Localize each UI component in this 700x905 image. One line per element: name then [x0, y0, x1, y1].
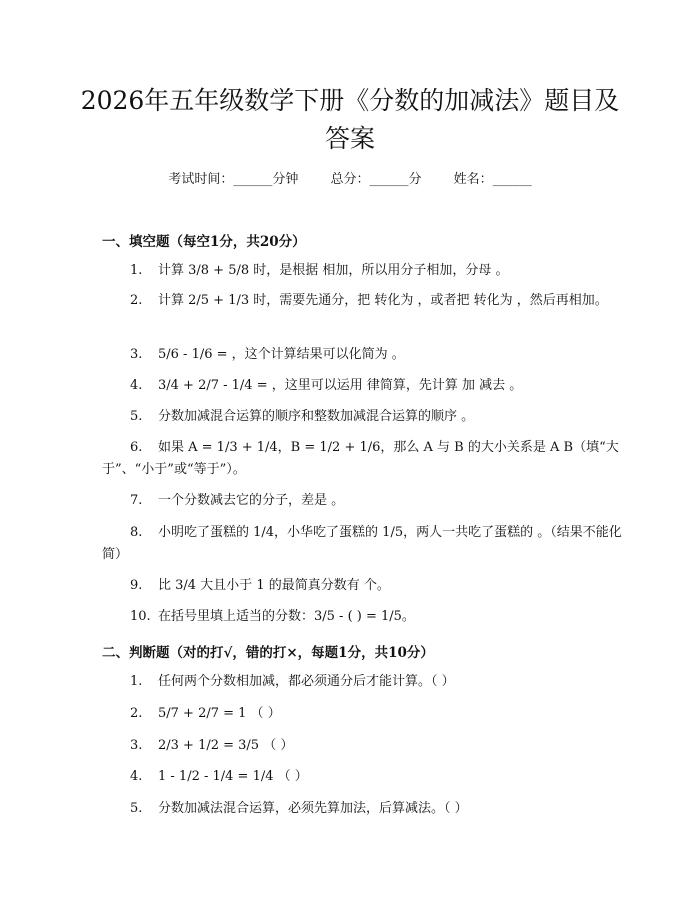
question-item: [102, 798, 602, 820]
question-number: 7.: [130, 493, 143, 508]
question-number: 1.: [130, 263, 143, 278]
question-text: 计算 2/5 + 1/3 时，需要先通分，把 转化为 ，或者把 转化为 ，然后再相加。: [158, 293, 608, 308]
question-item: [102, 490, 602, 512]
question-number: 2.: [130, 293, 143, 308]
exam-name: 姓名：______: [453, 172, 532, 187]
question-number: 5.: [130, 801, 143, 816]
question-text: 分数加减混合运算的顺序和整数加减混合运算的顺序 。: [158, 409, 475, 424]
question-item: [102, 703, 602, 725]
question-number: 4.: [130, 378, 143, 393]
question-number: 3.: [130, 738, 143, 753]
question-text: 在括号里填上适当的分数：3/5 - ( ) = 1/5。: [158, 609, 415, 624]
question-item: [102, 606, 602, 628]
question-number: 10.: [130, 609, 151, 624]
question-item: [102, 735, 602, 757]
question-item: [102, 260, 602, 282]
question-item: [102, 671, 602, 693]
question-text: 如果 A = 1/3 + 1/4，B = 1/2 + 1/6，那么 A 与 B 的大小关系是 A B（填“大于”、“小于”或“等于”）。: [102, 440, 619, 477]
question-item: [102, 406, 602, 428]
question-number: 5.: [130, 409, 143, 424]
document-title: 2026年五年级数学下册《分数的加减法》题目及答案: [80, 86, 620, 153]
exam-time: 考试时间：______分钟: [168, 172, 299, 187]
question-item: [102, 522, 622, 566]
question-text: 任何两个分数相加减，都必须通分后才能计算。（ ）: [158, 674, 455, 689]
question-text: 一个分数减去它的分子，差是 。: [158, 493, 345, 508]
section-true-false-heading: 二、判断题（对的打√，错的打×，每题1分，共10分）: [102, 645, 434, 661]
section-fill-blank-heading: 一、填空题（每空1分，共20分）: [102, 234, 306, 250]
question-text: 1 - 1/2 - 1/4 = 1/4 （ ）: [158, 769, 308, 784]
exam-meta: [0, 168, 700, 187]
question-number: 8.: [130, 525, 143, 540]
question-item: [102, 375, 602, 397]
question-item: [102, 290, 622, 312]
question-item: [102, 437, 622, 481]
question-text: 小明吃了蛋糕的 1/4，小华吃了蛋糕的 1/5，两人一共吃了蛋糕的 。（结果不能化简）: [102, 525, 622, 562]
question-number: 3.: [130, 347, 143, 362]
question-text: 5/7 + 2/7 = 1 （ ）: [158, 706, 281, 721]
exam-score: 总分：______分: [330, 172, 422, 187]
question-number: 9.: [130, 578, 143, 593]
question-number: 6.: [130, 440, 143, 455]
question-text: 比 3/4 大且小于 1 的最简真分数有 个。: [158, 578, 390, 593]
question-number: 4.: [130, 769, 143, 784]
question-text: 5/6 - 1/6 = ，这个计算结果可以化简为 。: [158, 347, 405, 362]
question-number: 1.: [130, 674, 143, 689]
question-text: 2/3 + 1/2 = 3/5 （ ）: [158, 738, 294, 753]
question-text: 计算 3/8 + 5/8 时，是根据 相加，所以用分子相加，分母 。: [158, 263, 509, 278]
question-item: [102, 344, 602, 366]
question-text: 3/4 + 2/7 - 1/4 = ，这里可以运用 律简算，先计算 加 减去 。: [158, 378, 523, 393]
question-number: 2.: [130, 706, 143, 721]
question-text: 分数加减法混合运算，必须先算加法，后算减法。（ ）: [158, 801, 468, 816]
question-item: [102, 766, 602, 788]
question-item: [102, 575, 602, 597]
